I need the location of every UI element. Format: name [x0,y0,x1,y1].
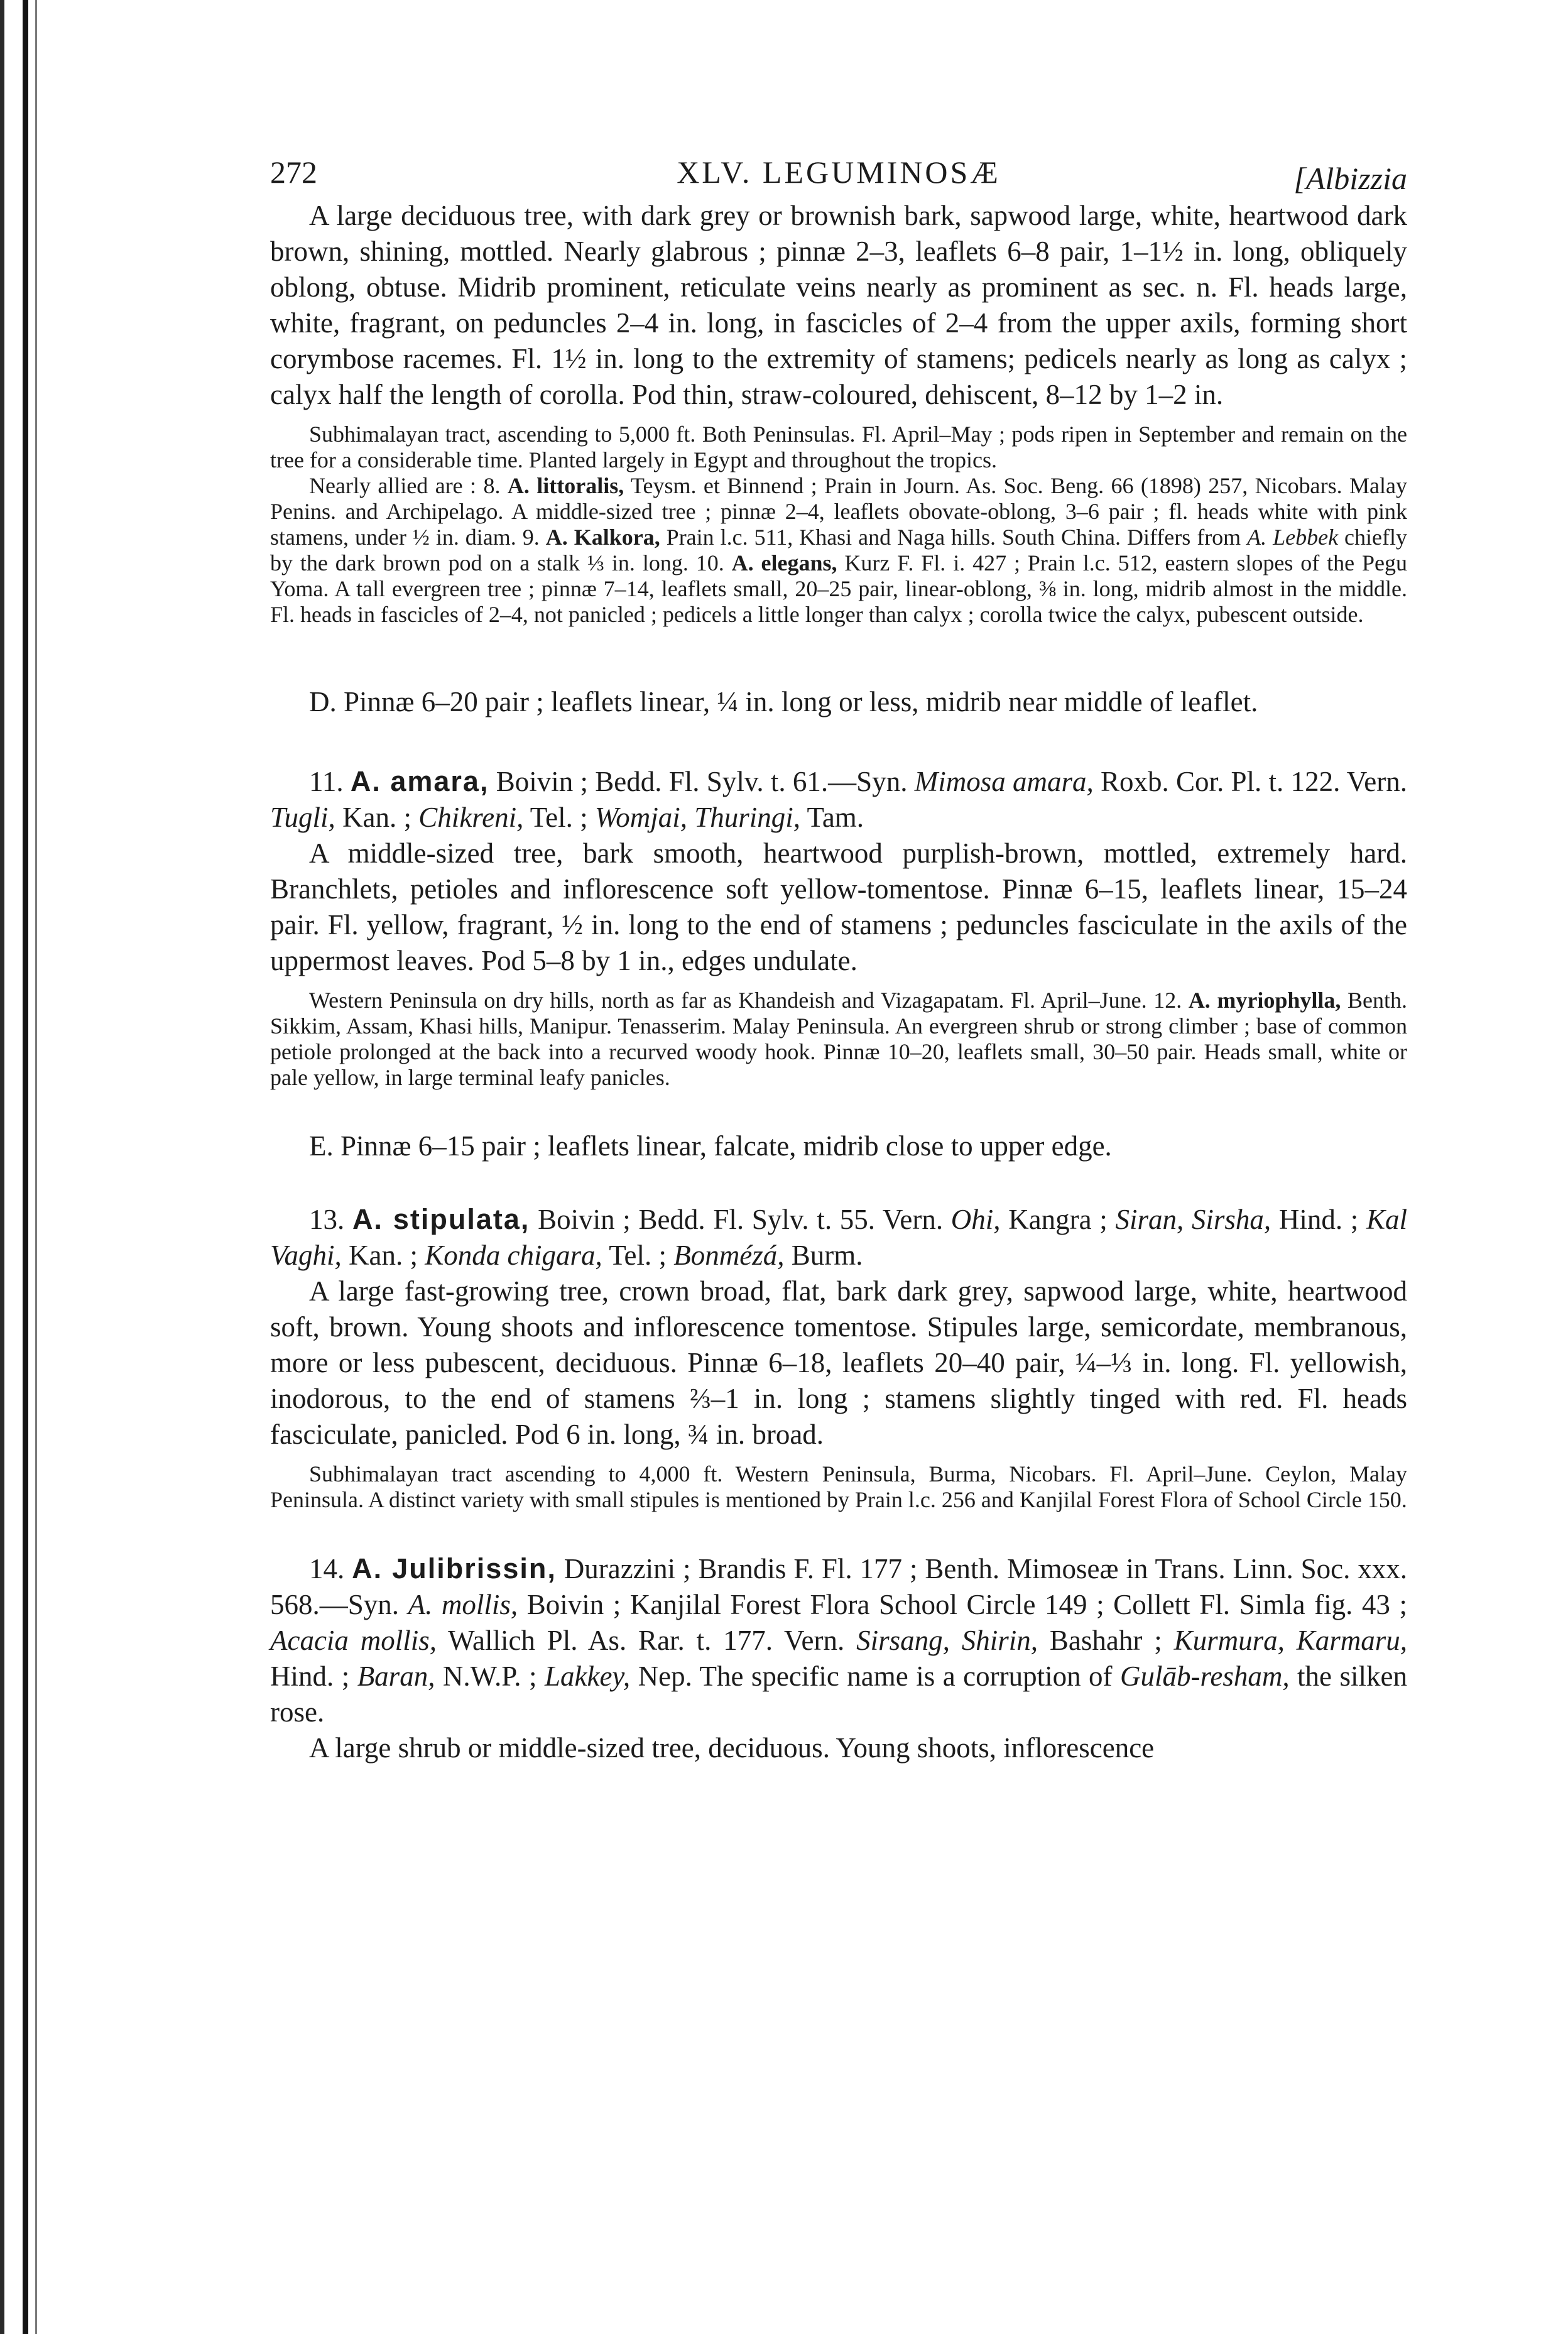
species-entry-11: 11. A. amara, Boivin ; Bedd. Fl. Sylv. t. 61.—Syn. Mimosa amara, Roxb. Cor. Pl. t. 122. Vern. Tugli, Kan. ; Chikreni, Tel. ; Womjai, Thuringi, Tam. [270,765,1407,833]
page-number: 272 [270,155,317,190]
scan-edge-line [0,0,4,2334]
distribution-note: Subhimalayan tract, ascending to 5,000 ft. Both Peninsulas. Fl. April–May ; pods ripen in September and remain on the tree for a considerable time. Planted largely in Egypt and throughout the tropics. [270,422,1407,472]
species-entry-14: 14. A. Julibrissin, Durazzini ; Brandis F. Fl. 177 ; Benth. Mimoseæ in Trans. Linn. Soc. xxx. 568.—Syn. A. mollis, Boivin ; Kanjilal Forest Flora School Circle 149 ; Collett Fl. Simla fig. 43 ; Acacia mollis, Wallich Pl. As. Rar. t. 177. Vern. Sirsang, Shirin, Bashahr ; Kurmura, Karmaru, Hind. ; Baran, N.W.P. ; Lakkey, Nep. The specific name is a corruption of Gulāb-resham, the silken rose. [270,1552,1407,1728]
description-paragraph: A large deciduous tree, with dark grey or brownish bark, sapwood large, white, heartwood dark brown, shining, mottled. Nearly glabrous ; pinnæ 2–3, leaflets 6–8 pair, 1–1½ in. long, obliquely oblong, obtuse. Midrib prominent, reticulate veins nearly as prominent as sec. n. Fl. heads large, white, fragrant, on peduncles 2–4 in. long, in fascicles of 2–4 from the upper axils, forming short corymbose racemes. Fl. 1½ in. long to the extremity of stamens; pedicels nearly as long as calyx ; calyx half the length of corolla. Pod thin, straw-coloured, dehiscent, 8–12 by 1–2 in. [270,200,1407,410]
species-entry-13: 13. A. stipulata, Boivin ; Bedd. Fl. Sylv. t. 55. Vern. Ohi, Kangra ; Siran, Sirsha, Hind. ; Kal Vaghi, Kan. ; Konda chigara, Tel. ; Bonmézá, Burm. [270,1203,1407,1271]
key-section-d: D. Pinnæ 6–20 pair ; leaflets linear, ¼ in. long or less, midrib near middle of leaflet. [309,686,1258,717]
description-paragraph: A middle-sized tree, bark smooth, heartwood purplish-brown, mottled, extremely hard. Branchlets, petioles and inflorescence soft yellow-tomentose. Pinnæ 6–15, leaflets linear, 15–24 pair. Fl. yellow, fragrant, ½ in. long to the end of stamens ; peduncles fasciculate in the axils of the uppermost leaves. Pod 5–8 by 1 in., edges undulate. [270,837,1407,976]
description-paragraph: A large shrub or middle-sized tree, deciduous. Young shoots, inflorescence [309,1732,1155,1764]
scan-edge-line [35,0,37,2334]
genus-heading: [Albizzia [1293,161,1407,196]
scan-edge-line [23,0,28,2334]
distribution-note: Subhimalayan tract ascending to 4,000 ft. Western Peninsula, Burma, Nicobars. Fl. April–June. Ceylon, Malay Peninsula. A distinct variety with small stipules is mentioned by Prain l.c. 256 and Kanjilal Forest Flora of School Circle 150. [270,1461,1407,1512]
key-section-e: E. Pinnæ 6–15 pair ; leaflets linear, falcate, midrib close to upper edge. [309,1130,1112,1162]
chapter-title: XLV. LEGUMINOSÆ [677,155,1001,190]
allied-species-note: Nearly allied are : 8. A. littoralis, Teysm. et Binnend ; Prain in Journ. As. Soc. Beng. 66 (1898) 257, Nicobars. Malay Penins. and Archipelago. A middle-sized tree ; pinnæ 2–4, leaflets obovate-oblong, 3–6 pair ; fl. heads white with pink stamens, under ½ in. diam. 9. A. Kalkora, Prain l.c. 511, Khasi and Naga hills. South China. Differs from A. Lebbek chiefly by the dark brown pod on a stalk ⅓ in. long. 10. A. elegans, Kurz F. Fl. i. 427 ; Prain l.c. 512, eastern slopes of the Pegu Yoma. A tall evergreen tree ; pinnæ 7–14, leaflets small, 20–25 pair, linear-oblong, ⅜ in. long, midrib almost in the middle. Fl. heads in fascicles of 2–4, not panicled ; pedicels a little longer than calyx ; corolla twice the calyx, pubescent outside. [270,473,1407,627]
description-paragraph: A large fast-growing tree, crown broad, flat, bark dark grey, sapwood large, white, heartwood soft, brown. Young shoots and inflorescence tomentose. Stipules large, semicordate, membranous, more or less pubescent, deciduous. Pinnæ 6–18, leaflets 20–40 pair, ¼–⅓ in. long. Fl. yellowish, inodorous, to the end of stamens ⅔–1 in. long ; stamens slightly tinged with red. Fl. heads fasciculate, panicled. Pod 6 in. long, ¾ in. broad. [270,1275,1407,1450]
distribution-note: Western Peninsula on dry hills, north as far as Khandeish and Vizagapatam. Fl. April–June. 12. A. myriophylla, Benth. Sikkim, Assam, Khasi hills, Manipur. Tenasserim. Malay Peninsula. An evergreen shrub or strong climber ; base of common petiole prolonged at the back into a recurved woody hook. Pinnæ 10–20, leaflets small, 30–50 pair. Heads small, white or pale yellow, in large terminal leafy panicles. [270,988,1408,1090]
running-header [270,148,1407,198]
book-page [270,148,1407,1766]
